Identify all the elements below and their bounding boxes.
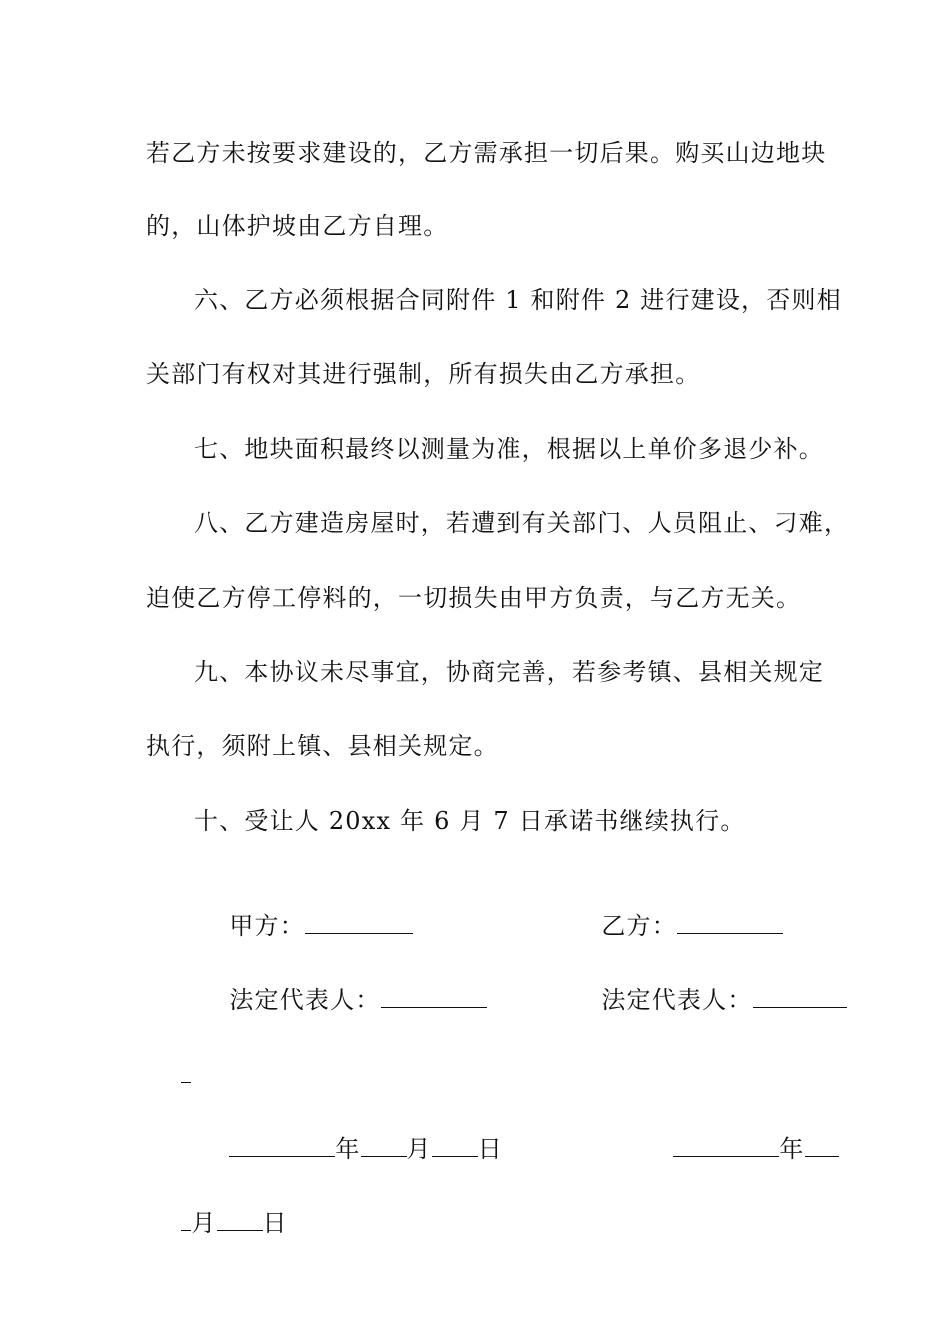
date-b-year-label: 年 [779, 1135, 805, 1163]
party-b-label: 乙方： [601, 912, 677, 940]
date-b-day-label: 日 [262, 1209, 288, 1237]
paragraph-7-line-1: 七、地块面积最终以测量为准，根据以上单价多退少补。 [194, 435, 824, 463]
rep-b-signature [566, 955, 847, 1045]
date-a-month-blank[interactable] [361, 1134, 407, 1157]
rep-b-blank[interactable] [753, 985, 847, 1008]
paragraph-5-line-1: 若乙方未按要求建设的，乙方需承担一切后果。购买山边地块 [146, 139, 827, 167]
date-b-continued [146, 1178, 288, 1268]
date-a-month-label: 月 [406, 1135, 432, 1163]
date-a-day-blank[interactable] [432, 1134, 478, 1157]
date-b-day-blank[interactable] [217, 1208, 263, 1231]
party-a-blank[interactable] [305, 911, 413, 934]
date-a-day-label: 日 [477, 1135, 503, 1163]
paragraph-8-line-1: 八、乙方建造房屋时，若遭到有关部门、人员阻止、刁难， [194, 509, 850, 537]
rep-a-signature [194, 955, 487, 1045]
rep-b-label: 法定代表人： [601, 986, 753, 1014]
date-b-year-blank[interactable] [673, 1134, 779, 1157]
paragraph-6-line-2: 关部门有权对其进行强制，所有损失由乙方承担。 [146, 360, 701, 388]
rep-b-blank-overflow [146, 1030, 191, 1120]
paragraph-5-line-2: 的，山体护坡由乙方自理。 [146, 212, 449, 240]
party-b-blank[interactable] [677, 911, 783, 934]
rep-a-label: 法定代表人： [229, 986, 381, 1014]
overflow-blank [181, 1060, 191, 1083]
date-a-year-blank[interactable] [229, 1134, 335, 1157]
date-b-month-label: 月 [191, 1209, 217, 1237]
date-a-year-label: 年 [335, 1135, 361, 1163]
paragraph-9-line-1: 九、本协议未尽事宜，协商完善，若参考镇、县相关规定 [194, 658, 824, 686]
paragraph-10-line-1: 十、受让人 20xx 年 6 月 7 日承诺书继续执行。 [194, 807, 746, 835]
paragraph-6-line-1: 六、乙方必须根据合同附件 1 和附件 2 进行建设，否则相 [194, 286, 842, 314]
party-a-label: 甲方： [229, 912, 305, 940]
date-b-month-blank-part1[interactable] [805, 1134, 839, 1157]
paragraph-8-line-2: 迫使乙方停工停料的，一切损失由甲方负责，与乙方无关。 [146, 584, 802, 612]
date-b [638, 1104, 839, 1194]
date-b-month-blank-part2[interactable] [181, 1208, 191, 1231]
paragraph-9-line-2: 执行，须附上镇、县相关规定。 [146, 732, 499, 760]
rep-a-blank[interactable] [381, 985, 487, 1008]
